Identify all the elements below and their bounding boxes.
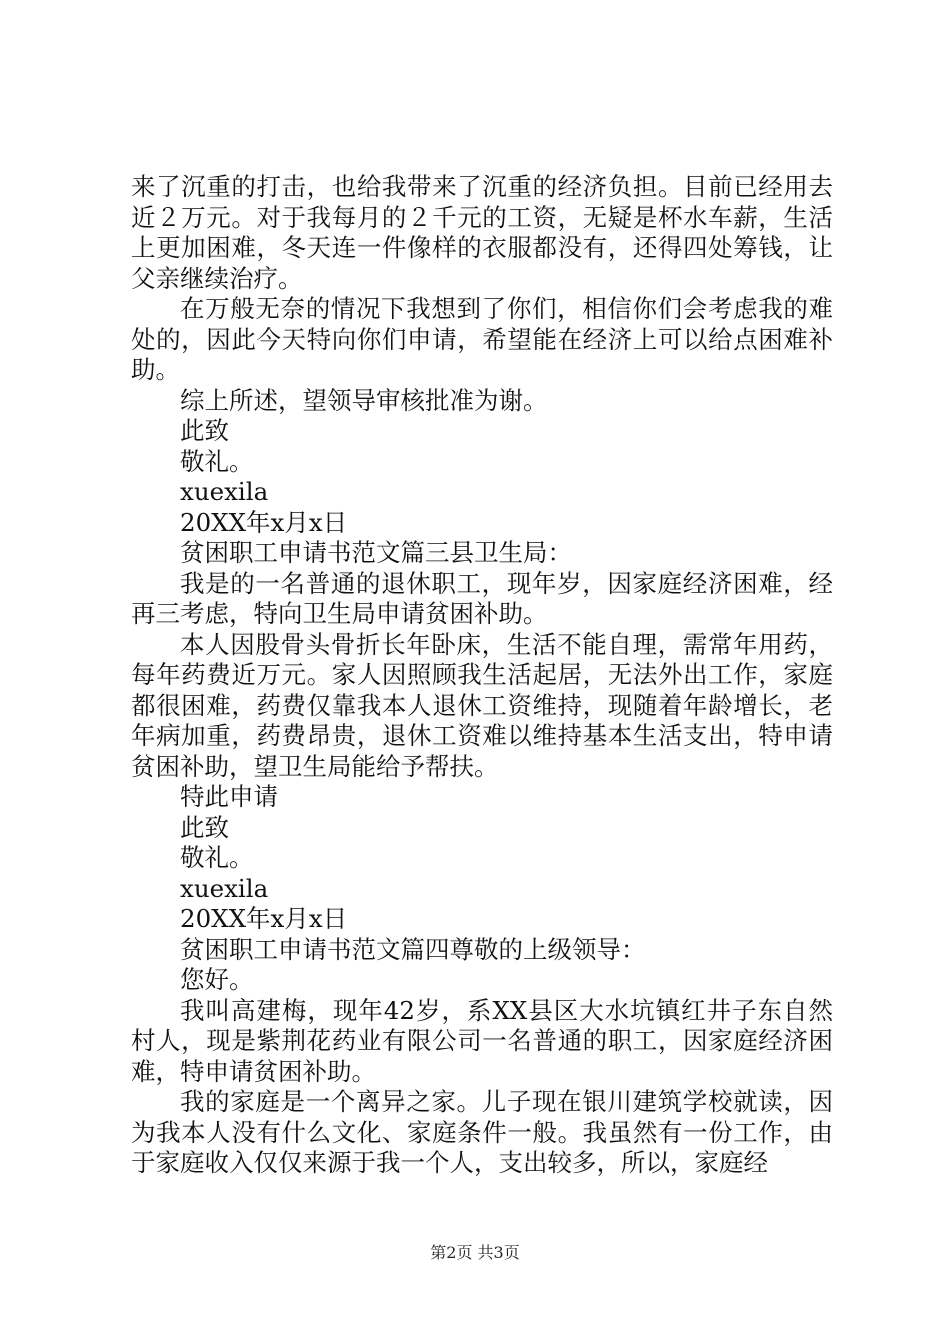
signature-name: xuexila: [180, 873, 269, 903]
document-body: [131, 172, 833, 1179]
paragraph: 本人因股骨头骨折长年卧床，生活不能自理，需常年用药，每年药费近万元。家人因照顾我生活起居，无法外出工作，家庭都很困难，药费仅靠我本人退休工资维持，现随着年龄增长，老年病加重，药费昂贵，退休工资难以维持基本生活支出，特申请贫困补助，望卫生局能给予帮扶。: [131, 629, 833, 781]
paragraph: 我是的一名普通的退休职工，现年岁，因家庭经济困难，经再三考虑，特向卫生局申请贫困补助。: [131, 568, 833, 628]
signature-date: 20XX年x月x日: [180, 507, 348, 537]
section-heading: 贫困职工申请书范文篇三县卫生局：: [180, 538, 572, 567]
closing-salutation: 此致: [180, 812, 229, 842]
paragraph: 在万般无奈的情况下我想到了你们，相信你们会考虑我的难处的，因此今天特向你们申请，希望能在经济上可以给点困难补助。: [131, 294, 833, 384]
paragraph: 我的家庭是一个离异之家。儿子现在银川建筑学校就读，因为我本人没有什么文化、家庭条件一般。我虽然有一份工作，由于家庭收入仅仅来源于我一个人，支出较多，所以，家庭经: [131, 1087, 833, 1177]
greeting: 您好。: [180, 965, 254, 994]
signature-date: 20XX年x月x日: [180, 904, 348, 933]
paragraph: 我叫高建梅，现年42岁，系XX县区大水坑镇红井子东自然村人，现是紫荆花药业有限公司一名普通的职工，因家庭经济困难，特申请贫困补助。: [131, 995, 833, 1086]
closing-regards: 敬礼。: [180, 843, 254, 872]
paragraph-continued: 来了沉重的打击，也给我带来了沉重的经济负担。目前已经用去近２万元。对于我每月的２千元的工资，无疑是杯水车薪，生活上更加困难，冬天连一件像样的衣服都没有，还得四处筹钱，让父亲继续治疗。: [131, 172, 833, 293]
closing-salutation: 此致: [180, 416, 229, 445]
section-heading: 贫困职工申请书范文篇四尊敬的上级领导：: [180, 934, 646, 964]
paragraph: 特此申请: [180, 782, 278, 811]
closing-regards: 敬礼。: [180, 446, 254, 476]
paragraph: 综上所述，望领导审核批准为谢。: [180, 385, 548, 415]
page-number-footer: 第2页 共3页: [430, 1243, 520, 1262]
signature-name: xuexila: [180, 477, 269, 506]
